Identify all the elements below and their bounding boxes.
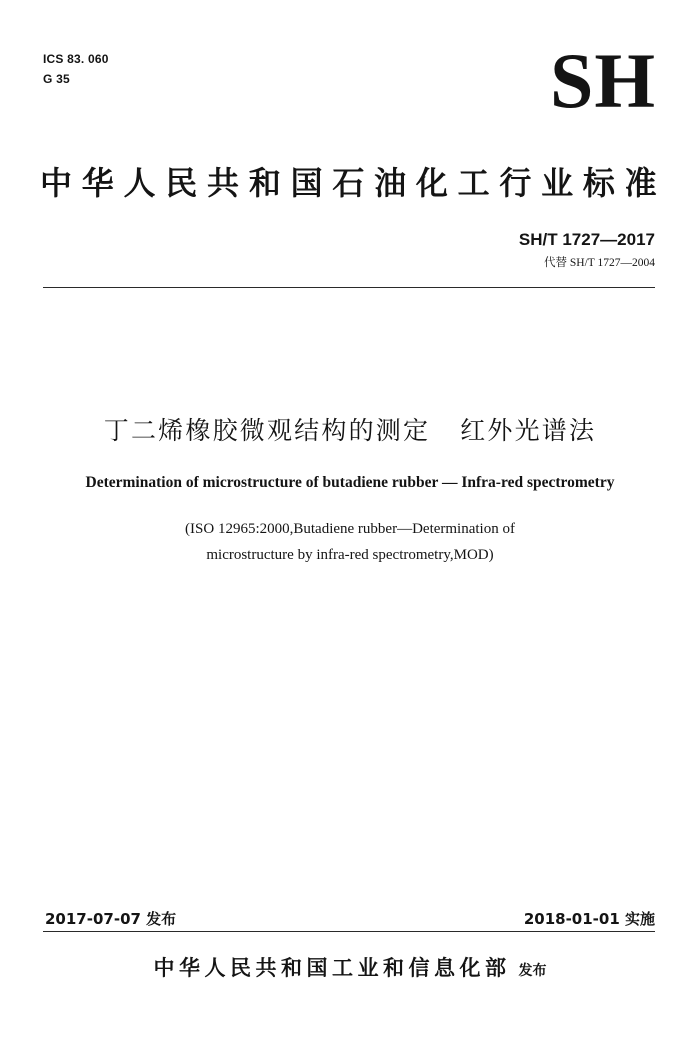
chinese-title-method: 红外光谱法 — [460, 416, 597, 445]
chinese-title — [0, 411, 700, 447]
standard-number: SH/T 1727—2017 — [518, 230, 655, 249]
ics-code: ICS 83. 060 — [43, 52, 109, 66]
publisher — [0, 952, 700, 982]
chinese-title-main: 丁二烯橡胶微观结构的测定 — [103, 416, 431, 445]
iso-reference — [0, 516, 700, 568]
ccs-code: G 35 — [43, 72, 70, 86]
organization-title: 中华人民共和国石油化工行业标准 — [40, 164, 660, 202]
sh-logo: SH — [549, 37, 656, 124]
header-divider — [43, 287, 655, 288]
publisher-name: 中华人民共和国工业和信息化部 — [153, 956, 511, 980]
publisher-suffix: 发布 — [518, 963, 547, 979]
iso-reference-line-1: (ISO 12965:2000,Butadiene rubber—Determination of — [185, 521, 515, 537]
replaces-standard: 代替 SH/T 1727—2004 — [544, 257, 655, 269]
iso-reference-line-2: microstructure by infra-red spectrometry,MOD) — [206, 547, 494, 563]
english-title: Determination of microstructure of butadiene rubber — Infra-red spectrometry — [85, 474, 615, 491]
implementation-date: 2018-01-01 实施 — [523, 910, 655, 928]
footer-divider — [43, 931, 655, 932]
issue-date: 2017-07-07 发布 — [45, 910, 177, 928]
